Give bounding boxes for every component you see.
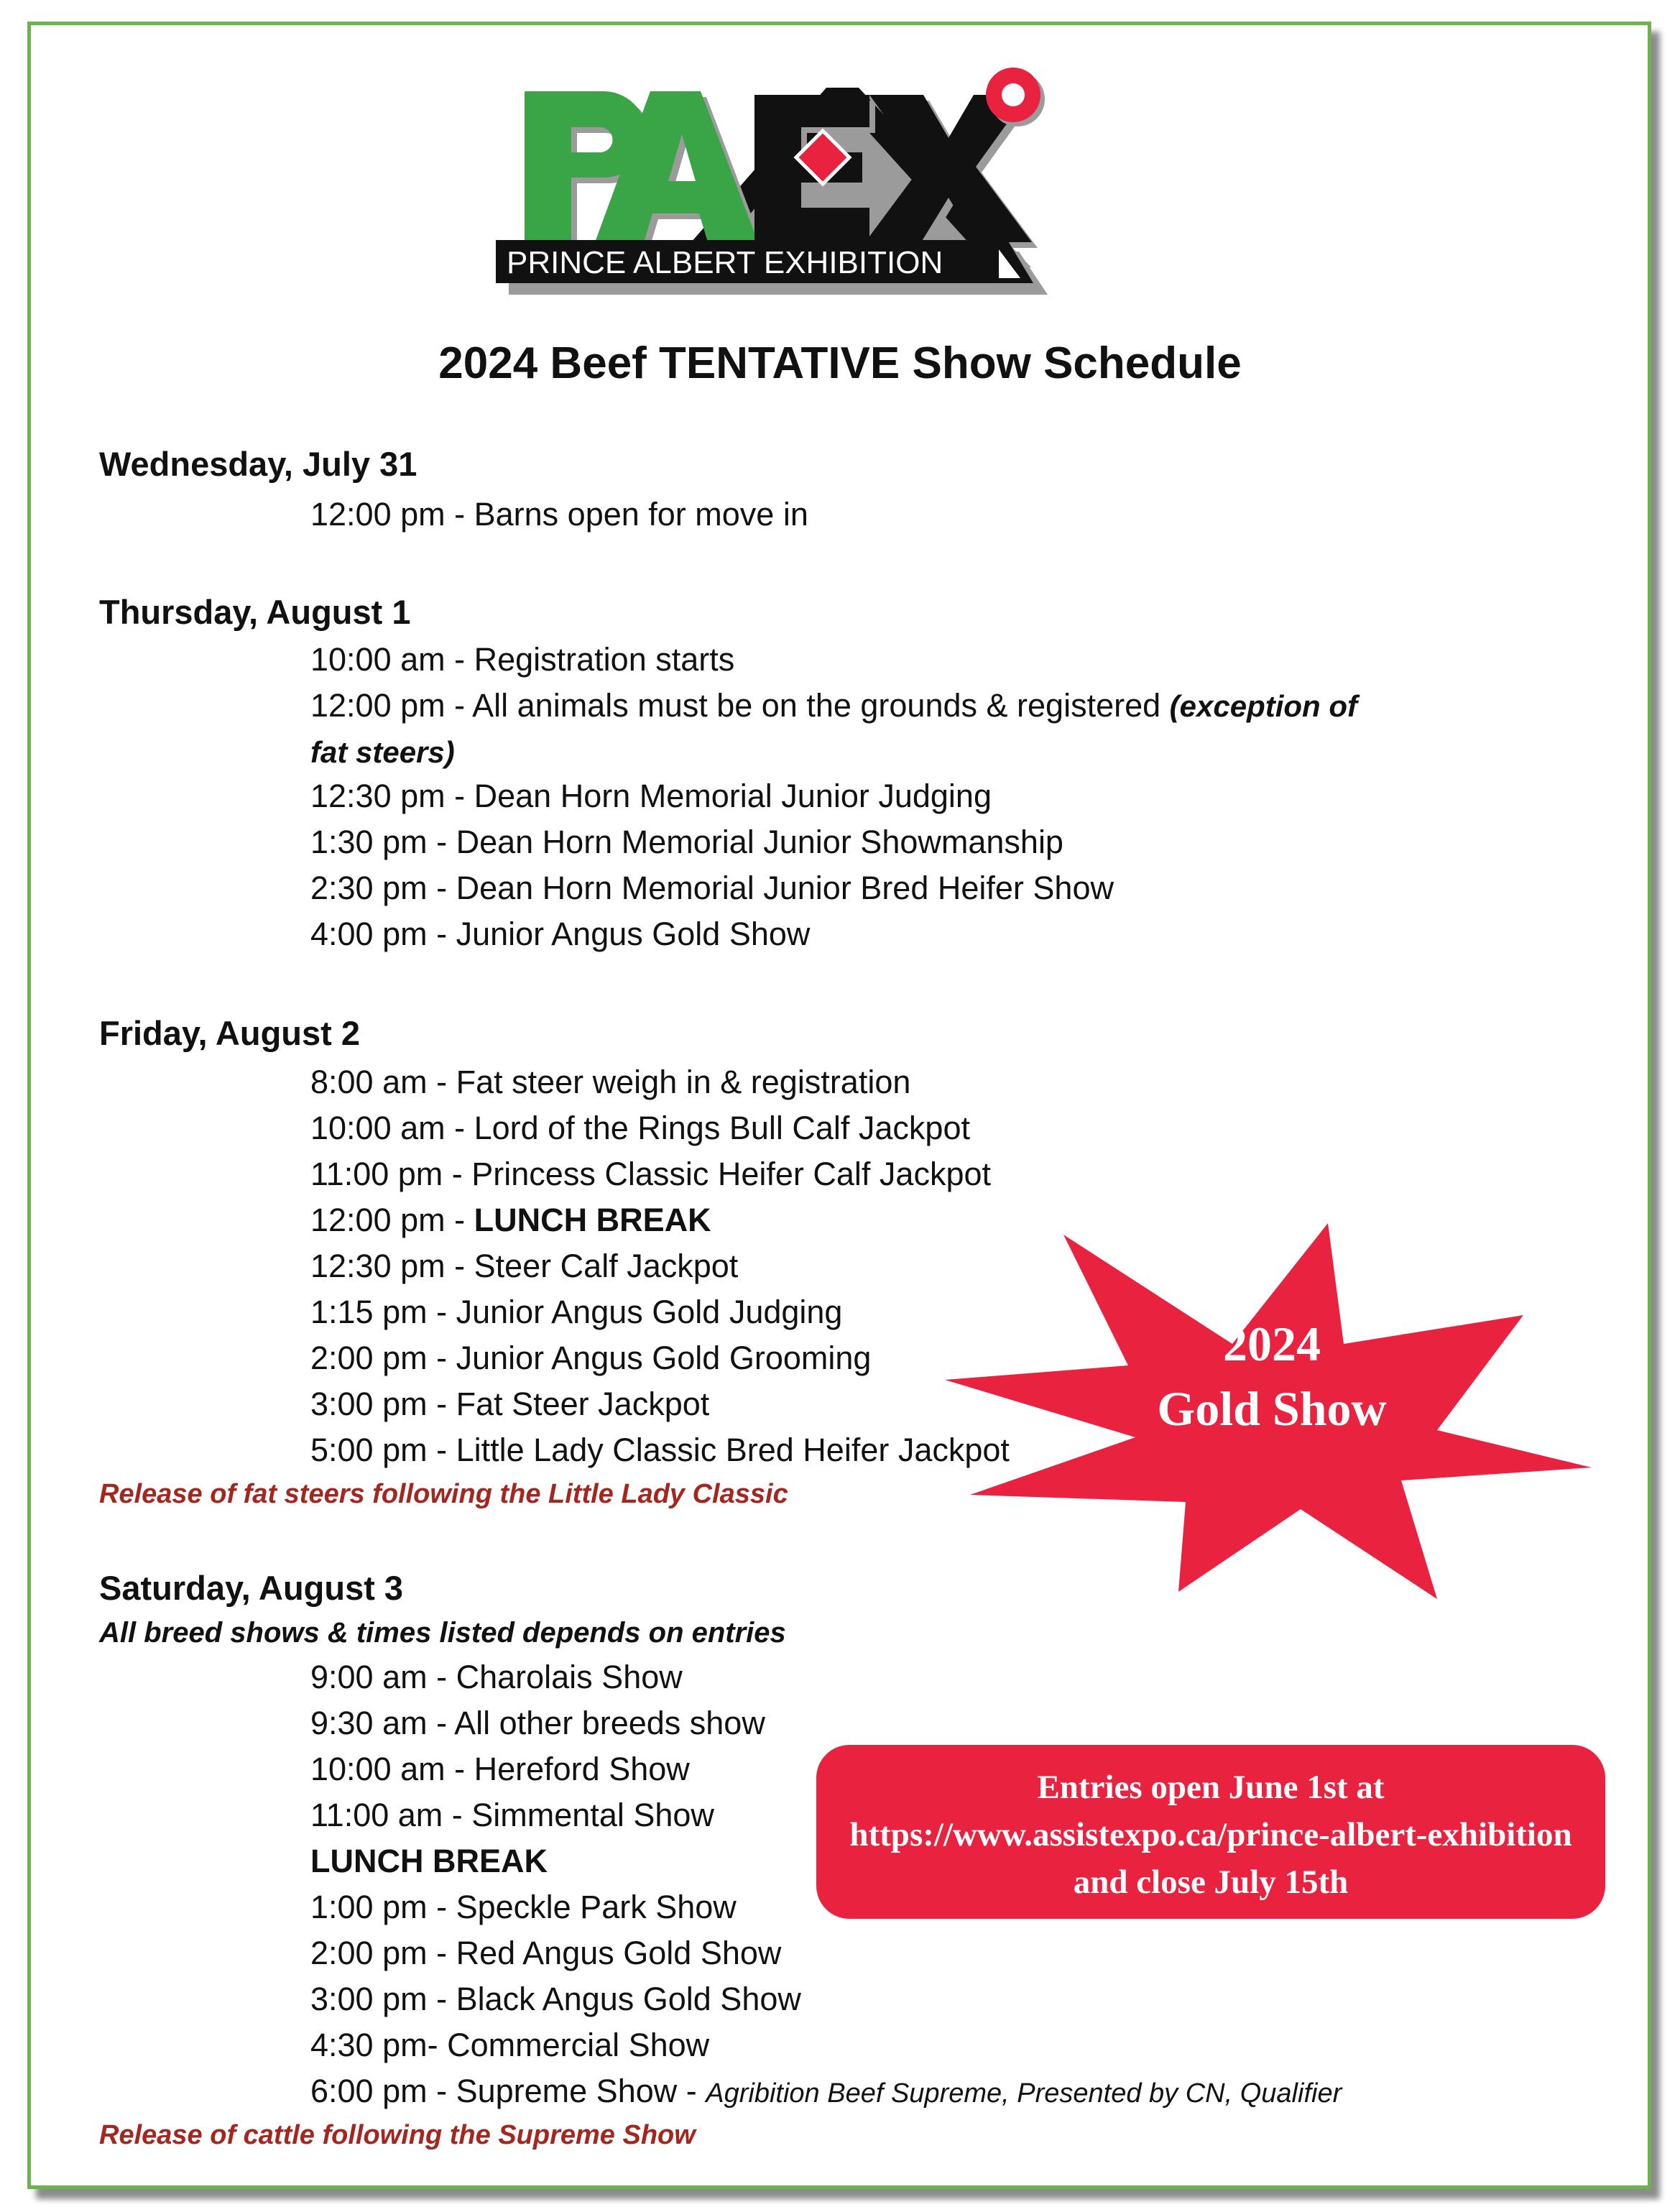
entries-url[interactable]: https://www.assistexpo.ca/prince-albert-exhibition bbox=[849, 1816, 1572, 1853]
schedule-item-emphasis: (exception of bbox=[1169, 689, 1358, 723]
lunch-break-label: LUNCH BREAK bbox=[310, 1843, 548, 1879]
schedule-item: 10:00 am - Registration starts bbox=[310, 641, 735, 678]
schedule-item: 10:00 am - Lord of the Rings Bull Calf Jackpot bbox=[310, 1110, 970, 1146]
schedule-item: 11:00 am - Simmental Show bbox=[310, 1797, 714, 1833]
supreme-show-detail: Agribition Beef Supreme, Presented by CN, Qualifier bbox=[706, 2078, 1342, 2109]
release-note: Release of fat steers following the Little Lady Classic bbox=[99, 1479, 788, 1509]
schedule-item: 11:00 pm - Princess Classic Heifer Calf Jackpot bbox=[310, 1156, 991, 1192]
starburst-label: Gold Show bbox=[1157, 1381, 1387, 1436]
schedule-item: 1:15 pm - Junior Angus Gold Judging bbox=[310, 1294, 843, 1330]
schedule-item-emphasis: fat steers) bbox=[310, 735, 455, 769]
schedule-item: 2:00 pm - Red Angus Gold Show bbox=[310, 1935, 782, 1971]
schedule-item: 8:00 am - Fat steer weigh in & registration bbox=[310, 1064, 911, 1100]
day-heading-friday: Friday, August 2 bbox=[99, 1014, 360, 1052]
day-heading-thursday: Thursday, August 1 bbox=[99, 593, 411, 631]
paex-logo bbox=[496, 52, 1071, 310]
schedule-item-text: 6:00 pm - Supreme Show - bbox=[310, 2073, 706, 2109]
schedule-item-continuation bbox=[310, 733, 455, 770]
schedule-item: 4:00 pm - Junior Angus Gold Show bbox=[310, 916, 811, 952]
entries-line-3: and close July 15th bbox=[1073, 1863, 1349, 1901]
schedule-item: 3:00 pm - Black Angus Gold Show bbox=[310, 1981, 801, 2017]
day-heading-wednesday: Wednesday, July 31 bbox=[99, 445, 417, 483]
schedule-item: 1:30 pm - Dean Horn Memorial Junior Showmanship bbox=[310, 824, 1063, 860]
schedule-item bbox=[310, 1202, 711, 1239]
schedule-item-text: 12:00 pm - bbox=[310, 1202, 474, 1238]
gold-show-starburst bbox=[941, 1200, 1602, 1610]
starburst-year: 2024 bbox=[1223, 1317, 1321, 1371]
schedule-item: 4:30 pm- Commercial Show bbox=[310, 2027, 710, 2063]
schedule-item: 2:30 pm - Dean Horn Memorial Junior Bred Heifer Show bbox=[310, 870, 1114, 906]
page-title: 2024 Beef TENTATIVE Show Schedule bbox=[438, 338, 1242, 388]
schedule-item: 10:00 am - Hereford Show bbox=[310, 1751, 690, 1787]
schedule-item bbox=[310, 687, 1357, 724]
schedule-item: 12:30 pm - Steer Calf Jackpot bbox=[310, 1248, 739, 1284]
release-note: Release of cattle following the Supreme Show bbox=[99, 2120, 696, 2150]
schedule-item: 9:00 am - Charolais Show bbox=[310, 1659, 683, 1695]
schedule-item: 5:00 pm - Little Lady Classic Bred Heifer Jackpot bbox=[310, 1432, 1010, 1468]
schedule-item-text: 12:00 pm - All animals must be on the grounds & registered bbox=[310, 687, 1170, 724]
lunch-break-label: LUNCH BREAK bbox=[474, 1202, 711, 1238]
logo-subtitle: PRINCE ALBERT EXHIBITION bbox=[507, 245, 943, 280]
schedule-item: 12:00 pm - Barns open for move in bbox=[310, 496, 808, 533]
entries-callout bbox=[816, 1745, 1605, 1919]
schedule-item: 1:00 pm - Speckle Park Show bbox=[310, 1889, 737, 1925]
schedule-item bbox=[310, 2073, 1342, 2110]
schedule-item: 9:30 am - All other breeds show bbox=[310, 1705, 765, 1741]
schedule-item: 3:00 pm - Fat Steer Jackpot bbox=[310, 1386, 710, 1422]
day-heading-saturday: Saturday, August 3 bbox=[99, 1569, 404, 1607]
entries-line-1: Entries open June 1st at bbox=[1037, 1769, 1385, 1806]
schedule-item: 12:30 pm - Dean Horn Memorial Junior Judging bbox=[310, 778, 992, 814]
entries-note: All breed shows & times listed depends on entries bbox=[99, 1617, 786, 1649]
schedule-item: 2:00 pm - Junior Angus Gold Grooming bbox=[310, 1340, 872, 1376]
